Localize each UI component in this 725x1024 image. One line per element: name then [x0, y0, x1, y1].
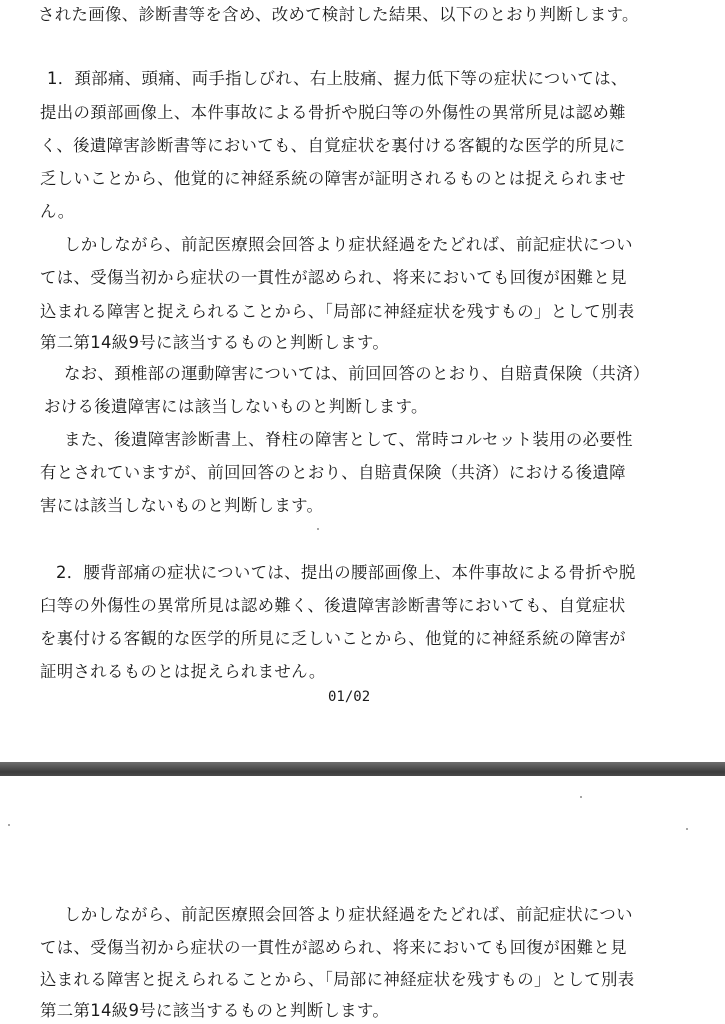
text-line: 第二第14級9号に該当するものと判断します。	[40, 1001, 390, 1020]
text-line: おける後遺障害には該当しないものと判断します。	[44, 397, 428, 416]
text-line: 提出の頚部画像上、本件事故による骨折や脱臼等の外傷性の異常所見は認め難	[40, 103, 626, 122]
text-line: された画像、診断書等を含め、改めて検討した結果、以下のとおり判断します。	[38, 5, 639, 24]
text-line: しかしながら、前記医療照会回答より症状経過をたどれば、前記症状につい	[64, 905, 633, 924]
scan-speck	[686, 828, 688, 830]
text-line: なお、頚椎部の運動障害については、前回回答のとおり、自賠責保険（共済）	[64, 364, 650, 383]
document-page-2	[0, 776, 725, 1024]
scan-speck	[580, 796, 582, 798]
text-line: しかしながら、前記医療照会回答より症状経過をたどれば、前記症状につい	[64, 235, 633, 254]
scan-speck	[317, 528, 319, 530]
text-line: 1．頚部痛、頭痛、両手指しびれ、右上肢痛、握力低下等の症状については、	[47, 69, 628, 88]
text-line: ては、受傷当初から症状の一貫性が認められ、将来においても回復が困難と見	[40, 268, 627, 287]
text-line: 有とされていますが、前回回答のとおり、自賠責保険（共済）における後遺障	[40, 463, 626, 482]
scan-speck	[8, 824, 10, 826]
text-line: 2．腰背部痛の症状については、提出の腰部画像上、本件事故による骨折や脱	[56, 563, 636, 582]
text-line: を裏付ける客観的な医学的所見に乏しいことから、他覚的に神経系統の障害が	[40, 629, 626, 648]
text-line: ては、受傷当初から症状の一貫性が認められ、将来においても回復が困難と見	[40, 938, 627, 957]
text-line: 乏しいことから、他覚的に神経系統の障害が証明されるものとは捉えられませ	[40, 169, 626, 188]
text-line: 臼等の外傷性の異常所見は認め難く、後遺障害診断書等においても、自覚症状	[40, 596, 626, 615]
text-line: 第二第14級9号に該当するものと判断します。	[40, 333, 390, 352]
text-line: ん。	[40, 202, 75, 221]
text-line: く、後遺障害診断書等においても、自覚症状を裏付ける客観的な医学的所見に	[40, 136, 626, 155]
text-line: 害には該当しないものと判断します。	[40, 496, 324, 515]
page-number: 01/02	[328, 689, 371, 705]
text-line: また、後遺障害診断書上、脊柱の障害として、常時コルセット装用の必要性	[64, 430, 633, 449]
text-line: 込まれる障害と捉えられることから、「局部に神経症状を残すもの」として別表	[40, 970, 635, 989]
page-divider	[0, 762, 725, 776]
text-line: 込まれる障害と捉えられることから、「局部に神経症状を残すもの」として別表	[40, 302, 635, 321]
text-line: 証明されるものとは捉えられません。	[40, 662, 326, 681]
